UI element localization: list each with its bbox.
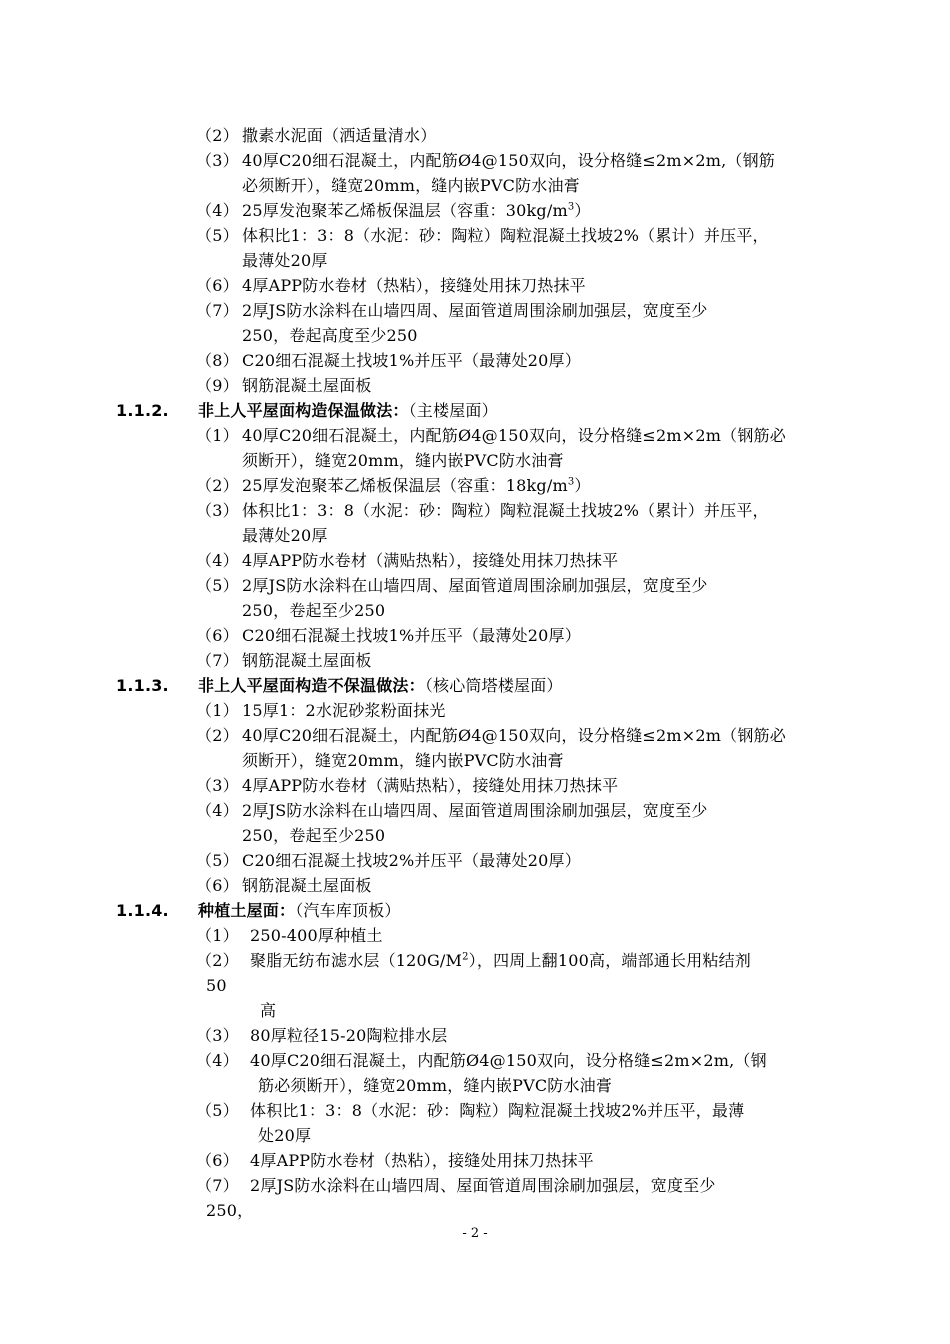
list-item: （3） 4厚APP防水卷材（满贴热粘），接缝处用抹刀热抹平 (196, 776, 619, 795)
list-item: （5） 体积比1：3：8（水泥：砂：陶粒）陶粒混凝土找坡2%（累计）并压平， (196, 226, 769, 245)
list-item: （6） C20细石混凝土找坡1%并压平（最薄处20厚） (196, 626, 581, 645)
list-item-continuation: 须断开），缝宽20mm，缝内嵌PVC防水油膏 (242, 751, 564, 770)
list-item-continuation: 须断开），缝宽20mm，缝内嵌PVC防水油膏 (242, 451, 564, 470)
list-item: （5） 2厚JS防水涂料在山墙四周、屋面管道周围涂刷加强层，宽度至少 (196, 576, 708, 595)
list-item: （6） 4厚APP防水卷材（热粘），接缝处用抹刀热抹平 (196, 276, 586, 295)
list-item: （6） 4厚APP防水卷材（热粘），接缝处用抹刀热抹平 (196, 1151, 594, 1170)
list-item: （9） 钢筋混凝土屋面板 (196, 376, 372, 395)
list-item: （4） 4厚APP防水卷材（满贴热粘），接缝处用抹刀热抹平 (196, 551, 619, 570)
list-item: （3） 体积比1：3：8（水泥：砂：陶粒）陶粒混凝土找坡2%（累计）并压平， (196, 501, 769, 520)
list-item: （6） 钢筋混凝土屋面板 (196, 876, 372, 895)
list-item-continuation: 250， (206, 1201, 254, 1220)
list-item: （2） 撒素水泥面（洒适量清水） (196, 126, 437, 145)
list-item-continuation: 最薄处20厚 (242, 251, 328, 270)
list-item: （1） 40厚C20细石混凝土，内配筋Ø4@150双向，设分格缝≤2m×2m（钢筋必 (196, 426, 786, 445)
list-item: （4） 25厚发泡聚苯乙烯板保温层（容重：$30kg/m^3$） (196, 201, 591, 220)
list-item-continuation: 250，卷起高度至少250 (242, 326, 418, 345)
list-item: （2） 聚脂无纺布滤水层$(120G/M^2)$，四周上翻100高，端部通长用粘结剂 (196, 951, 752, 970)
list-item: （7） 钢筋混凝土屋面板 (196, 651, 372, 670)
list-item-continuation: 250，卷起至少250 (242, 826, 386, 845)
list-item: （3） 40厚C20细石混凝土，内配筋Ø4@150双向，设分格缝≤2m×2m,（钢筋 (196, 151, 775, 170)
list-item-continuation: 250，卷起至少250 (242, 601, 386, 620)
list-item: （1） 250-400厚种植土 (196, 926, 383, 945)
list-item: （8） C20细石混凝土找坡1%并压平（最薄处20厚） (196, 351, 581, 370)
list-item-continuation: 必须断开），缝宽20mm，缝内嵌PVC防水油膏 (242, 176, 580, 195)
list-item: （7） 2厚JS防水涂料在山墙四周、屋面管道周围涂刷加强层，宽度至少 (196, 301, 708, 320)
list-item-continuation: 处20厚 (258, 1126, 312, 1145)
list-item: （5） C20细石混凝土找坡2%并压平（最薄处20厚） (196, 851, 581, 870)
list-item-continuation: 筋必须断开），缝宽20mm，缝内嵌PVC防水油膏 (258, 1076, 613, 1095)
section-heading: 1.1.4. 种植土屋面：（汽车库顶板） (116, 901, 401, 920)
section-heading: 1.1.3. 非上人平屋面构造不保温做法：（核心筒塔楼屋面） (116, 676, 563, 695)
list-item: （3） 80厚粒径15-20陶粒排水层 (196, 1026, 448, 1045)
list-item: （7） 2厚JS防水涂料在山墙四周、屋面管道周围涂刷加强层，宽度至少 (196, 1176, 716, 1195)
list-item: （5） 体积比1：3：8（水泥：砂：陶粒）陶粒混凝土找坡2%并压平，最薄 (196, 1101, 745, 1120)
page-number: - 2 - (462, 1226, 488, 1241)
list-item: （2） 40厚C20细石混凝土，内配筋Ø4@150双向，设分格缝≤2m×2m（钢筋必 (196, 726, 786, 745)
list-item-continuation: 50 (206, 976, 227, 995)
section-heading: 1.1.2. 非上人平屋面构造保温做法：（主楼屋面） (116, 401, 498, 420)
list-item-continuation: 高 (260, 1001, 277, 1020)
list-item: （4） 40厚C20细石混凝土，内配筋Ø4@150双向，设分格缝≤2m×2m,（钢 (196, 1051, 767, 1070)
list-item: （4） 2厚JS防水涂料在山墙四周、屋面管道周围涂刷加强层，宽度至少 (196, 801, 708, 820)
list-item: （1） 15厚1：2水泥砂浆粉面抹光 (196, 701, 446, 720)
list-item-continuation: 最薄处20厚 (242, 526, 328, 545)
list-item: （2） 25厚发泡聚苯乙烯板保温层（容重：$18kg/m^3$） (196, 476, 591, 495)
